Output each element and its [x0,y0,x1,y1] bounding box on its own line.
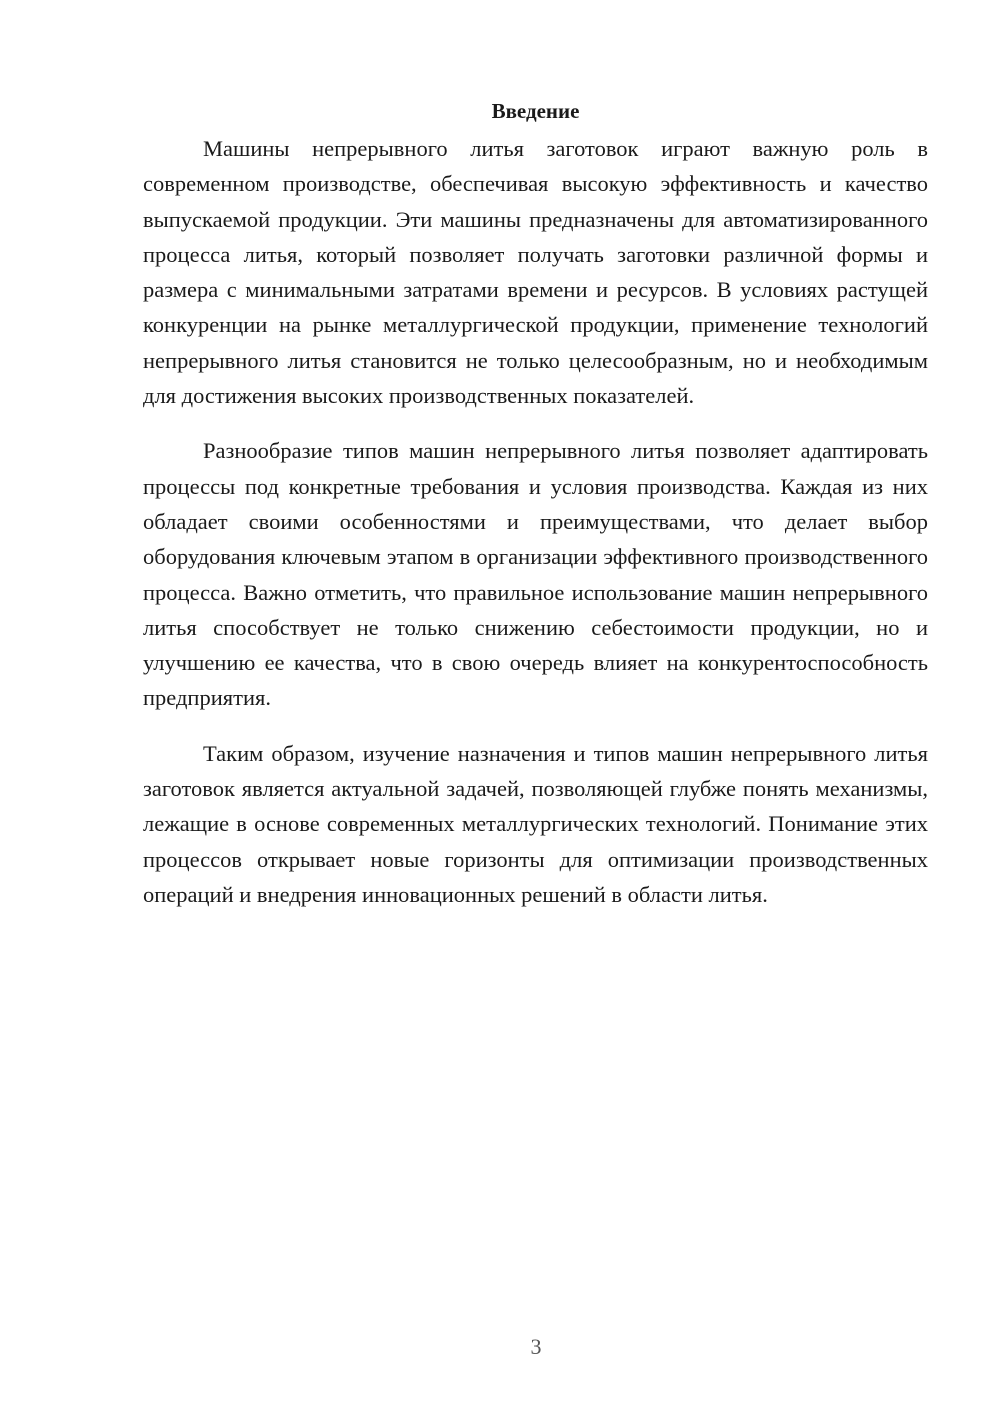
paragraph-1: Машины непрерывного литья заготовок играют важную роль в современном производстве, обеспечивая высокую эффективность и качество выпускаемой продукции. Эти машины предназначены для автоматизированного процесса литья, который позволяет получать заготовки различной формы и размера с минимальными затратами времени и ресурсов. В условиях растущей конкуренции на рынке металлургической продукции, применение технологий непрерывного литья становится не только целесообразным, но и необходимым для достижения высоких производственных показателей. [143,136,928,409]
page-content [143,96,928,932]
paragraph-3: Таким образом, изучение назначения и типов машин непрерывного литья заготовок является актуальной задачей, позволяющей глубже понять механизмы, лежащие в основе современных металлургических технологий. Понимание этих процессов открывает новые горизонты для оптимизации производственных операций и внедрения инновационных решений в области литья. [143,740,928,907]
paragraph-2: Разнообразие типов машин непрерывного литья позволяет адаптировать процессы под конкретные требования и условия производства. Каждая из них обладает своими особенностями и преимуществами, что делает выбор оборудования ключевым этапом в организации эффективного производственного процесса. Важно отметить, что правильное использование машин непрерывного литья способствует не только снижению себестоимости продукции, но и улучшению ее качества, что в свою очередь влияет на конкурентоспособность предприятия. [143,438,928,711]
section-title: Введение [491,99,580,123]
page-number: 3 [530,1334,542,1359]
